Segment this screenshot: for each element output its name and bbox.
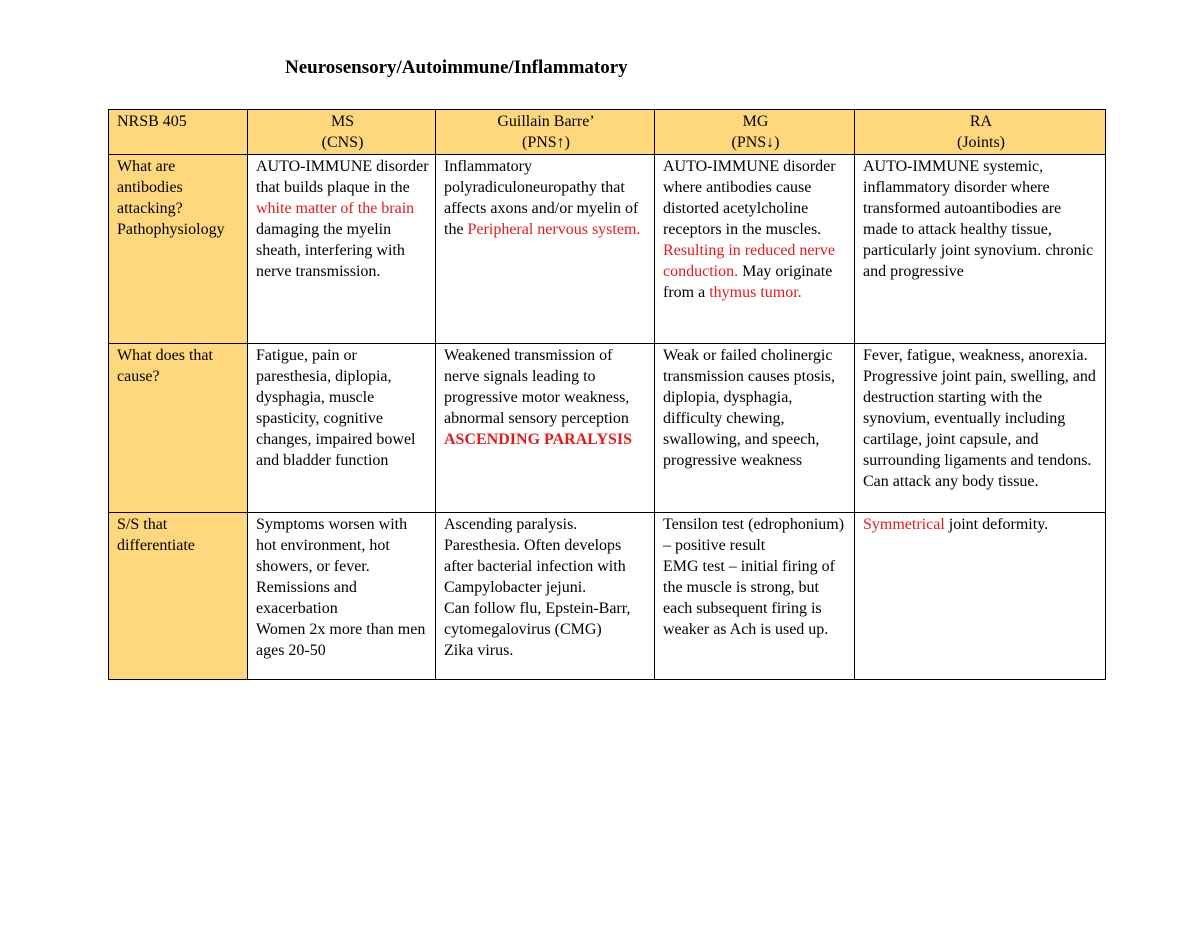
cell-ra-effects bbox=[855, 344, 1106, 513]
cell-mg-effects bbox=[655, 344, 855, 513]
cell-mg-pathophysiology bbox=[655, 155, 855, 344]
header-ra bbox=[855, 110, 1106, 155]
cell-text: Women 2x more than men ages 20-50 bbox=[256, 621, 426, 659]
row-label-effects bbox=[109, 344, 248, 513]
cell-emphasis-text: ASCENDING PARALYSIS bbox=[444, 431, 633, 448]
cell-text: Symptoms worsen with hot environment, hot showers, or fever. bbox=[256, 516, 408, 575]
cell-emphasis-text: Resulting in reduced nerve conduction. bbox=[663, 242, 835, 280]
cell-text: AUTO-IMMUNE systemic, inflammatory disorder where transformed autoantibodies are made to attack healthy tissue, particularly joint synovium. chronic and progressive bbox=[863, 158, 1094, 280]
cell-text: Can attack any body tissue. bbox=[863, 473, 1039, 490]
header-ms bbox=[248, 110, 436, 155]
cell-text: Weak or failed cholinergic transmission causes ptosis, diplopia, dysphagia, difficulty chewing, swallowing, and speech, progressive weakness bbox=[663, 347, 835, 469]
header-gb-name: Guillain Barre’ bbox=[497, 113, 595, 130]
cell-text: joint deformity. bbox=[944, 516, 1049, 533]
row-label-text: S/S that differentiate bbox=[117, 516, 195, 554]
cell-gb-differentiators bbox=[436, 513, 655, 680]
cell-text: Ascending paralysis. bbox=[444, 516, 578, 533]
cell-text: Inflammatory polyradiculoneuropathy that affects axons and/or myelin of the bbox=[444, 158, 639, 238]
row-label-differentiators bbox=[109, 513, 248, 680]
course-code: NRSB 405 bbox=[117, 113, 187, 130]
header-ms-sub: (CNS) bbox=[321, 134, 364, 151]
cell-emphasis-text: Symmetrical bbox=[863, 516, 945, 533]
cell-ms-differentiators bbox=[248, 513, 436, 680]
header-row bbox=[109, 110, 1106, 155]
cell-text: damaging the myelin sheath, interfering with nerve transmission. bbox=[256, 221, 405, 280]
cell-ms-pathophysiology bbox=[248, 155, 436, 344]
cell-ra-pathophysiology bbox=[855, 155, 1106, 344]
header-ra-name: RA bbox=[969, 113, 993, 130]
cell-text: Fatigue, pain or paresthesia, diplopia, dysphagia, muscle spasticity, cognitive changes, impaired bowel and bladder function bbox=[256, 347, 416, 469]
cell-emphasis-text: Peripheral nervous system. bbox=[467, 221, 641, 238]
header-gb bbox=[436, 110, 655, 155]
cell-gb-pathophysiology bbox=[436, 155, 655, 344]
cell-text: EMG test – initial firing of the muscle is strong, but each subsequent firing is weaker as Ach is used up. bbox=[663, 558, 835, 638]
row-label-text: What are antibodies attacking? Pathophysiology bbox=[117, 158, 225, 238]
header-gb-sub: (PNS↑) bbox=[521, 134, 570, 151]
header-ms-name: MS bbox=[330, 113, 355, 130]
page-title: Neurosensory/Autoimmune/Inflammatory bbox=[285, 57, 628, 78]
row-pathophysiology bbox=[109, 155, 1106, 344]
header-corner-cell bbox=[109, 110, 248, 155]
header-mg bbox=[655, 110, 855, 155]
cell-text: Paresthesia. Often develops after bacterial infection with Campylobacter jejuni. bbox=[444, 537, 626, 596]
cell-ra-differentiators bbox=[855, 513, 1106, 680]
row-differentiators bbox=[109, 513, 1106, 680]
row-label-pathophysiology bbox=[109, 155, 248, 344]
cell-emphasis-text: white matter of the brain bbox=[256, 200, 415, 217]
cell-text: AUTO-IMMUNE disorder where antibodies cause distorted acetylcholine receptors in the muscles. bbox=[663, 158, 836, 238]
cell-emphasis-text: thymus tumor. bbox=[709, 284, 802, 301]
cell-mg-differentiators bbox=[655, 513, 855, 680]
header-ra-sub: (Joints) bbox=[957, 134, 1005, 151]
header-mg-name: MG bbox=[742, 113, 769, 130]
cell-text: Tensilon test (edrophonium) – positive result bbox=[663, 516, 845, 554]
header-mg-sub: (PNS↓) bbox=[731, 134, 780, 151]
cell-text: Can follow flu, Epstein-Barr, cytomegalovirus (CMG) bbox=[444, 600, 631, 638]
cell-gb-effects bbox=[436, 344, 655, 513]
row-label-text: What does that cause? bbox=[117, 347, 213, 385]
row-effects bbox=[109, 344, 1106, 513]
cell-text: Fever, fatigue, weakness, anorexia. Progressive joint pain, swelling, and destruction starting with the synovium, eventually including cartilage, joint capsule, and surrounding ligaments and tendons. bbox=[863, 347, 1096, 469]
cell-text: May originate from a bbox=[663, 263, 833, 301]
cell-text: Remissions and exacerbation bbox=[256, 579, 357, 617]
cell-text: AUTO-IMMUNE disorder that builds plaque in the bbox=[256, 158, 429, 196]
cell-text: Weakened transmission of nerve signals leading to progressive motor weakness, abnormal sensory perception bbox=[444, 347, 630, 427]
comparison-table bbox=[108, 109, 1106, 680]
cell-ms-effects bbox=[248, 344, 436, 513]
cell-text: Zika virus. bbox=[444, 642, 514, 659]
